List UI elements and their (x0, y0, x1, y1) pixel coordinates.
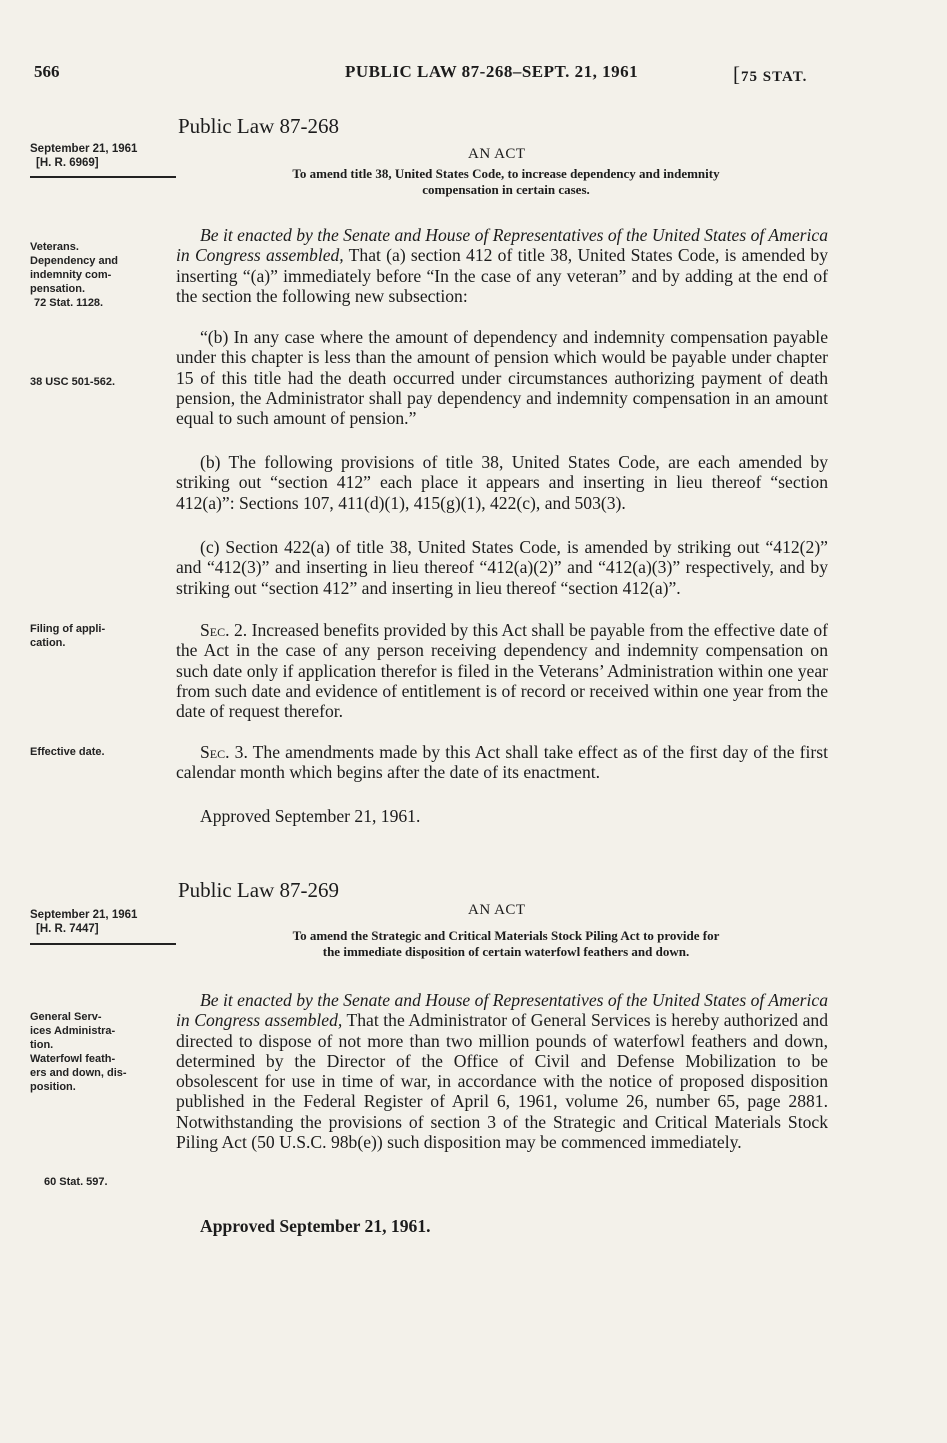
law1-paragraph-2: “(b) In any case where the amount of dependency and indemnity compensation payable under this chapter is less than the amount of pension which would be payable under chapter 15 of this title had the death occurred under circumstances authorizing payment of death pension, the Administrator shall pay dependency and indemnity compensation in an amount equal to such amount of pension.” (176, 327, 828, 429)
page-number: 566 (34, 62, 60, 81)
volume-text: 75 STAT. (741, 69, 808, 85)
law1-purpose (176, 166, 836, 198)
law2-bill: [H. R. 7447] (36, 923, 99, 935)
margin-waterfowl-2: ers and down, dis- (30, 1067, 127, 1079)
margin-dependency-1: Dependency and (30, 255, 119, 267)
law2-purpose-line1: To amend the Strategic and Critical Materials Stock Piling Act to provide for (292, 928, 720, 943)
law1-purpose-line2: compensation in certain cases. (422, 182, 590, 197)
law2-enacting-clause: Be it enacted by the Senate and House of Representatives of the United States of America in Congress assembled, (176, 990, 828, 1031)
margin-filing-2: cation. (30, 637, 66, 649)
running-head: PUBLIC LAW 87-268–SEPT. 21, 1961 (345, 62, 639, 81)
law1-section-2 (176, 620, 828, 721)
law2-paragraph-1 (176, 990, 828, 1152)
law2-approved: Approved September 21, 1961. (200, 1216, 431, 1236)
law1-margin-rule (30, 176, 176, 178)
law2-an-act: AN ACT (468, 902, 526, 918)
law2-purpose-line2: the immediate disposition of certain waterfowl feathers and down. (322, 944, 690, 959)
margin-effective: Effective date. (30, 746, 105, 758)
law1-sec2-text: Increased benefits provided by this Act shall be payable from the effective date of the Act in the case of any person receiving dependency and indemnity compensation on such date only if application therefor is filed in the Veterans’ Administration within one year from such date and evidence of entitlement is of record or received within one year from the date of request therefor. (176, 620, 828, 722)
margin-gsa-3: tion. (30, 1039, 54, 1051)
law1-date (30, 142, 170, 170)
margin-gsa-1: General Serv- (30, 1011, 102, 1023)
law2-date-text: September 21, 1961 (30, 909, 138, 921)
margin-dependency-2: indemnity com- (30, 269, 112, 281)
margin-gsa (30, 1010, 170, 1094)
margin-waterfowl-1: Waterfowl feath- (30, 1053, 116, 1065)
margin-usc-ref: 38 USC 501-562. (30, 376, 115, 388)
law1-paragraph-3: (b) The following provisions of title 38, United States Code, are each amended by striking out “section 412” each place it appears and inserting in lieu thereof “section 412(a)”: Sections 107, 411(d)(1), 415(g)(1), 422(c), and 503(3). (176, 452, 828, 513)
law1-enacting-clause: Be it enacted by the Senate and House of Representatives of the United States of America in Congress assembled, (176, 225, 828, 266)
law1-purpose-line1: To amend title 38, United States Code, to increase dependency and indemnity (292, 166, 720, 181)
margin-waterfowl-3: position. (30, 1081, 76, 1093)
law2-date (30, 908, 170, 936)
law1-an-act: AN ACT (468, 146, 526, 162)
law2-title: Public Law 87-269 (178, 878, 339, 902)
law1-sec2-label: Sec. 2. (200, 620, 248, 640)
law1-bill: [H. R. 6969] (36, 157, 99, 169)
margin-stat-1128: 72 Stat. 1128. (34, 297, 104, 309)
law1-paragraph-1 (176, 225, 828, 306)
margin-stat-597: 60 Stat. 597. (44, 1176, 108, 1188)
margin-veterans (30, 240, 170, 310)
law2-purpose (176, 928, 836, 960)
law1-sec3-text: The amendments made by this Act shall take effect as of the first day of the first calendar month which begins after the date of its enactment. (176, 742, 828, 783)
law2-margin-rule (30, 943, 176, 945)
margin-dependency-3: pensation. (30, 283, 86, 295)
law1-sec3-label: Sec. 3. (200, 742, 248, 762)
law2-p1-text: That the Administrator of General Services is hereby authorized and directed to dispose of not more than two million pounds of waterfowl feathers and down, determined by the Director of the Office of Civil and Defense Mobilization to be obsolescent for use in time of war, in accordance with the notice of proposed disposition published in the Federal Register of April 6, 1961, volume 26, number 65, page 2881. Notwithstanding the provisions of section 3 of the Strategic and Critical Materials Stock Piling Act (50 U.S.C. 98b(e)) such disposition may be commenced immediately. (176, 1010, 829, 1153)
margin-filing (30, 622, 170, 650)
law1-section-3 (176, 742, 828, 783)
law1-paragraph-4: (c) Section 422(a) of title 38, United States Code, is amended by striking out “412(2)” and “412(3)” and inserting in lieu thereof “412(a)(2)” and “412(a)(3)” respectively, and by striking out “section 412” and inserting in lieu thereof “section 412(a)”. (176, 537, 828, 598)
running-header (0, 62, 947, 86)
volume-ref: [75 STAT. (733, 62, 808, 86)
margin-veterans-title: Veterans. (30, 241, 79, 253)
law1-date-text: September 21, 1961 (30, 143, 138, 155)
margin-filing-1: Filing of appli- (30, 623, 106, 635)
law1-title: Public Law 87-268 (178, 114, 339, 138)
law1-approved: Approved September 21, 1961. (200, 806, 421, 826)
law1-p1-text: That (a) section 412 of title 38, United States Code, is amended by inserting “(a)” immediately before “In the case of any veteran” and by adding at the end of the section the following new subsection: (176, 245, 828, 306)
margin-gsa-2: ices Administra- (30, 1025, 116, 1037)
